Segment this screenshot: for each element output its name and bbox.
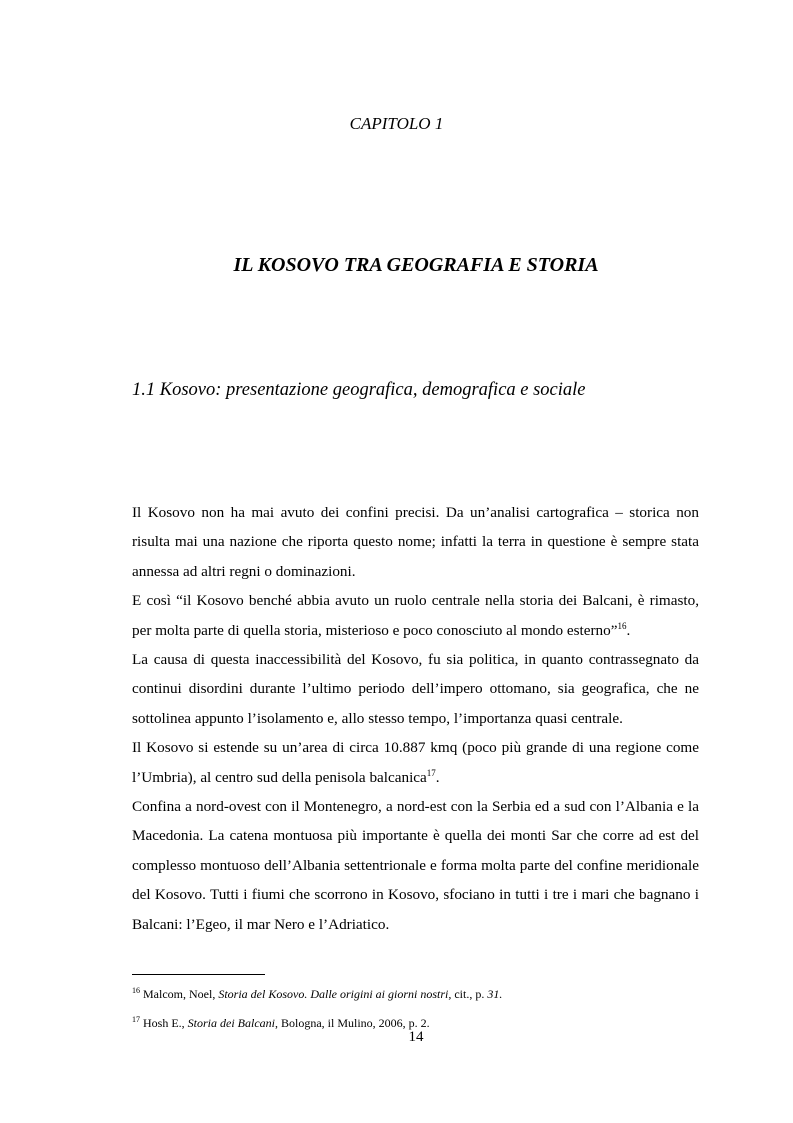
- footnote-16-work: Storia del Kosovo. Dalle origini ai giorni nostri,: [218, 987, 452, 1001]
- paragraph-2: [132, 586, 699, 645]
- footnote-17-work: Storia dei Balcani: [187, 1016, 275, 1030]
- footnote-17-rest: , Bologna, il Mulino, 2006, p. 2.: [275, 1016, 430, 1030]
- footnote-17-number: 17: [132, 1015, 140, 1024]
- paragraph-4-end: .: [435, 768, 440, 786]
- body-text: [132, 498, 699, 939]
- paragraph-4-text: Il Kosovo si estende su un’area di circa 10.887 kmq (poco più grande di una regione come l’Umbria), al centro sud della penisola balcanica: [132, 739, 699, 786]
- footnote-separator: [132, 974, 265, 975]
- paragraph-4: [132, 733, 699, 792]
- paragraph-5: Confina a nord-ovest con il Montenegro, a nord-est con la Serbia ed a sud con l’Albania e la Macedonia. La catena montuosa più importante è quella dei monti Sar che corre ad est del complesso montuoso dell’Albania settentrionale e forma molta parte del confine meridionale del Kosovo. Tutti i fiumi che scorrono in Kosovo, sfociano in tutti i tre i mari che bagnano i Balcani: l’Egeo, il mar Nero e l’Adriatico.: [132, 798, 699, 933]
- chapter-label: CAPITOLO 1: [349, 114, 444, 133]
- footnote-16: [132, 987, 699, 1002]
- footnote-ref-16: 16: [617, 620, 627, 631]
- footnote-16-cit: cit., p.: [451, 987, 488, 1001]
- footnote-16-number: 16: [132, 986, 140, 995]
- footnote-ref-17: 17: [426, 767, 436, 778]
- chapter-title: IL KOSOVO TRA GEOGRAFIA E STORIA: [233, 254, 599, 276]
- paragraph-3: La causa di questa inaccessibilità del Kosovo, fu sia politica, in quanto contrassegnato da continui disordini durante l’ultimo periodo dell’impero ottomano, sia geografica, che ne sottolinea appunto l’isolamento e, allo stesso tempo, l’importanza quasi centrale.: [132, 651, 699, 727]
- paragraph-2-text: E così “il Kosovo benché abbia avuto un ruolo centrale nella storia dei Balcani, è rimasto, per molta parte di quella storia, misterioso e poco conosciuto al mondo esterno”: [132, 592, 699, 639]
- paragraph-2-end: .: [626, 621, 631, 639]
- section-heading: 1.1 Kosovo: presentazione geografica, demografica e sociale: [132, 380, 586, 400]
- footnote-16-author: Malcom, Noel,: [140, 987, 219, 1001]
- paragraph-1: Il Kosovo non ha mai avuto dei confini precisi. Da un’analisi cartografica – storica non risulta mai una nazione che riporta questo nome; infatti la terra in questione è sempre stata annessa ad altri regni o dominazioni.: [132, 504, 699, 580]
- page-number: 14: [408, 1029, 424, 1045]
- footnote-17-author: Hosh E.,: [140, 1016, 188, 1030]
- footnote-16-page: 31.: [487, 987, 503, 1001]
